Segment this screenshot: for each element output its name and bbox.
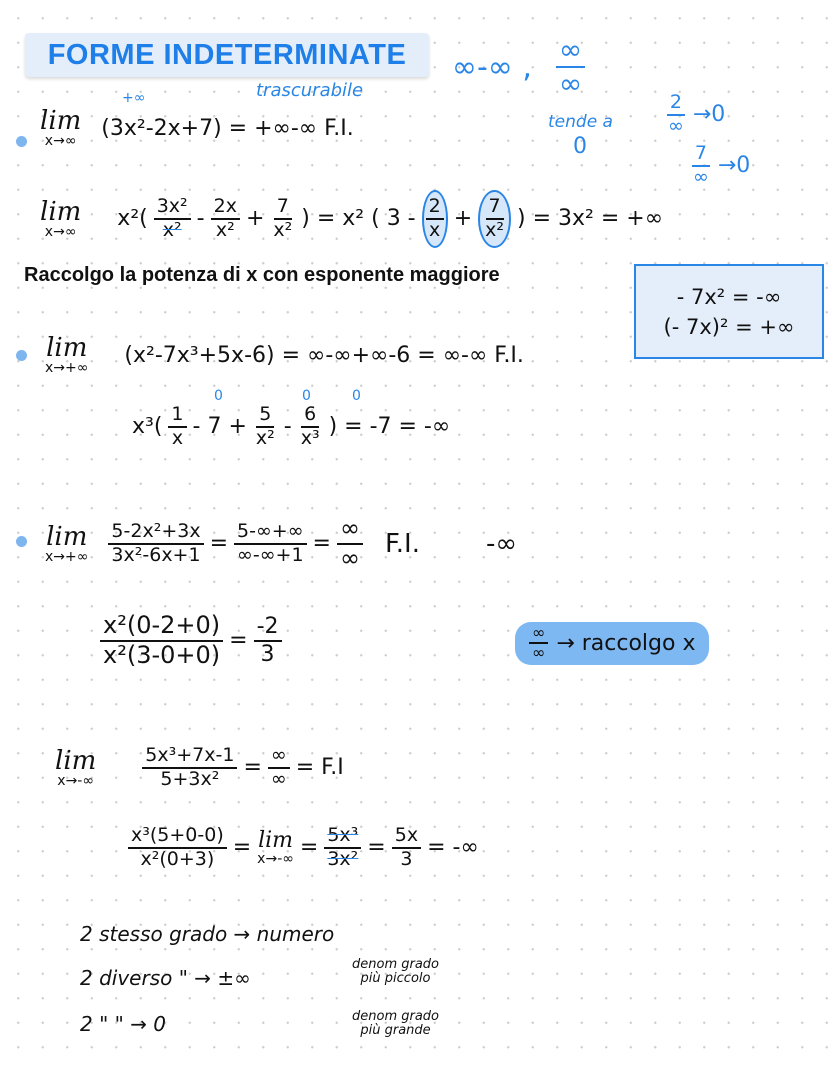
fraction [154,196,191,242]
rule-text: Raccolgo la potenza di x con esponente maggiore [24,264,500,286]
fraction [529,624,548,663]
frac-den: ∞ [532,643,546,663]
operator: = [312,531,331,557]
frac-num: 5x³+7x-1 [142,745,237,769]
note-sub [352,958,439,987]
ex4-step [128,825,479,871]
lim-sub: x→-∞ [57,772,95,789]
operator: = [367,835,386,861]
ex2-line [45,335,524,375]
sign-box [634,264,824,359]
fraction [298,404,323,450]
operator: = [209,531,229,557]
fraction [234,521,307,567]
frac-num: 7 [274,196,292,220]
circled-fraction [422,190,448,248]
frac-den: x²(3-0+0) [103,640,221,669]
operator: - [283,414,292,440]
note-sub-line: denom grado [352,1009,440,1024]
frac-num: 7 [692,143,710,167]
frac-den: ∞ [668,114,684,137]
title-forms [452,34,585,100]
fraction [128,825,227,871]
expr-part: ) = 3x² = +∞ [517,206,664,232]
frac-den: x² [162,218,182,241]
ex2-expression: (x²-7x³+5x-6) = ∞-∞+∞-6 = ∞-∞ F.I. [124,342,524,368]
frac-num: ∞ [529,624,548,644]
fraction [142,745,237,791]
fraction [268,745,290,791]
frac-num: 5x³ [324,825,361,849]
operator: + [245,206,265,232]
expr-part: = -∞ [427,835,479,861]
note-line: 2 diverso " → ±∞ [80,966,251,990]
frac-num: 5-∞+∞ [234,521,307,545]
frac-den: ∞ [558,67,583,101]
frac-den: 3x²-6x+1 [111,543,201,566]
frac-den: 3 [260,641,275,667]
note-sub-line: denom grado [352,957,440,972]
box-line: - 7x² = -∞ [676,284,782,309]
fraction [254,614,282,667]
tende-a-label: tende a [548,112,613,132]
frac-den: x [171,426,184,449]
fi-label: F.I. [384,528,420,559]
frac-den: x [429,218,441,241]
frac-num: -2 [254,614,282,641]
fraction [270,196,295,242]
limit [257,827,294,867]
frac-den: x² [485,218,505,241]
zero-mark: 0 [214,388,223,404]
frac-num: 3x² [154,196,191,220]
operator: = [232,835,252,861]
highlight-text: → raccolgo x [556,630,696,656]
frac-num: x²(0-2+0) [100,612,223,642]
fraction [211,196,240,242]
operator: = [299,835,319,861]
tende-zero: 0 [573,134,587,159]
operator: = [229,628,248,654]
frac-den: 3 [400,847,413,870]
operator: = [243,755,262,781]
expr-part: = F.I [295,755,344,781]
note-line: 2 stesso grado → numero [80,922,335,946]
ex3-line [45,515,517,572]
limit [40,196,82,240]
frac-den: x³ [300,426,320,449]
expr-part: ) = -7 = -∞ [328,414,451,440]
lim-sub: x→-∞ [257,850,294,867]
annotation-plus-inf: +∞ [122,90,146,106]
ex4-line [55,745,344,791]
frac-num: x³(5+0-0) [128,825,227,849]
lim-label: lim [40,196,82,227]
bullet [16,536,27,547]
fraction [392,825,421,871]
limit [45,335,88,375]
frac-num: 1 [168,404,186,428]
frac-num: 2 [667,92,685,116]
lim-sub: x→∞ [44,133,77,149]
frac-num: 2 [426,196,444,220]
frac-num: 5 [256,404,274,428]
circled-fraction [478,190,511,248]
frac-num: ∞ [337,515,363,545]
frac-den: x² [255,426,275,449]
highlight-tip [515,622,709,665]
frac-den: ∞ [339,543,360,572]
frac-num: ∞ [268,745,290,769]
limit [40,108,81,148]
expr-part: ) = x² ( 3 - [301,206,416,232]
frac-num: 2x [211,196,240,220]
lim-label: lim [46,521,88,552]
annotation-trascurabile: trascurabile [256,80,364,101]
page-title: FORME INDETERMINATE [47,38,407,71]
frac-den: x² [273,218,293,241]
ex1-expression: (3x²-2x+7) = +∞-∞ F.I. [101,115,354,141]
fraction [168,404,186,450]
arrow-zero: →0 [717,153,751,179]
lim-label: lim [258,827,293,853]
note-2-over-inf [665,92,725,138]
note-sub-line: più grande [360,1023,431,1039]
frac-num: 5-2x²+3x [108,521,203,545]
ex1b-line [40,190,663,248]
box-line: (- 7x)² = +∞ [663,314,795,339]
limit [55,745,97,789]
form-inf-minus-inf: ∞-∞ , [452,49,532,85]
frac-num: 7 [486,196,504,220]
lim-label: lim [46,333,88,363]
frac-den: 3x² [327,847,359,870]
note-sub-line: più piccolo [360,971,431,987]
fraction [337,515,363,572]
frac-den: ∞-∞+1 [237,543,304,566]
operator: - [196,206,205,232]
frac-den: ∞ [693,165,709,188]
expr-part: x²( [117,206,148,232]
fraction [100,612,223,669]
bullet [16,350,27,361]
title-box [25,33,429,77]
frac-den: x²(0+3) [140,847,215,870]
fraction [253,404,278,450]
note-line: 2 " " → 0 [80,1012,167,1036]
limit [45,521,89,565]
frac-num: 6 [301,404,319,428]
zero-mark: 0 [352,388,361,404]
frac-num: 5x [392,825,421,849]
lim-sub: x→+∞ [45,548,89,565]
ex3-step [100,612,282,669]
ex2-step [132,404,450,450]
frac-num: ∞ [556,34,585,68]
fraction [324,825,361,871]
bullet [16,136,27,147]
note-7-over-inf [690,143,750,189]
form-inf-over-inf [556,34,585,100]
expr-part: x³( [132,414,163,440]
expr-part: - 7 + [192,414,247,440]
fraction [690,143,712,189]
note-sub [352,1010,439,1039]
lim-label: lim [55,745,97,776]
zero-mark: 0 [302,388,311,404]
fraction [108,521,203,567]
lim-label: lim [40,106,82,136]
frac-den: x² [215,218,235,241]
lim-sub: x→∞ [44,223,77,240]
ex1-line [40,108,354,148]
operator: + [453,206,473,232]
frac-den: 5+3x² [160,767,220,790]
lim-sub: x→+∞ [45,360,89,376]
fraction [665,92,687,138]
result: -∞ [485,528,518,559]
arrow-zero: →0 [692,102,726,128]
frac-den: ∞ [270,767,287,790]
